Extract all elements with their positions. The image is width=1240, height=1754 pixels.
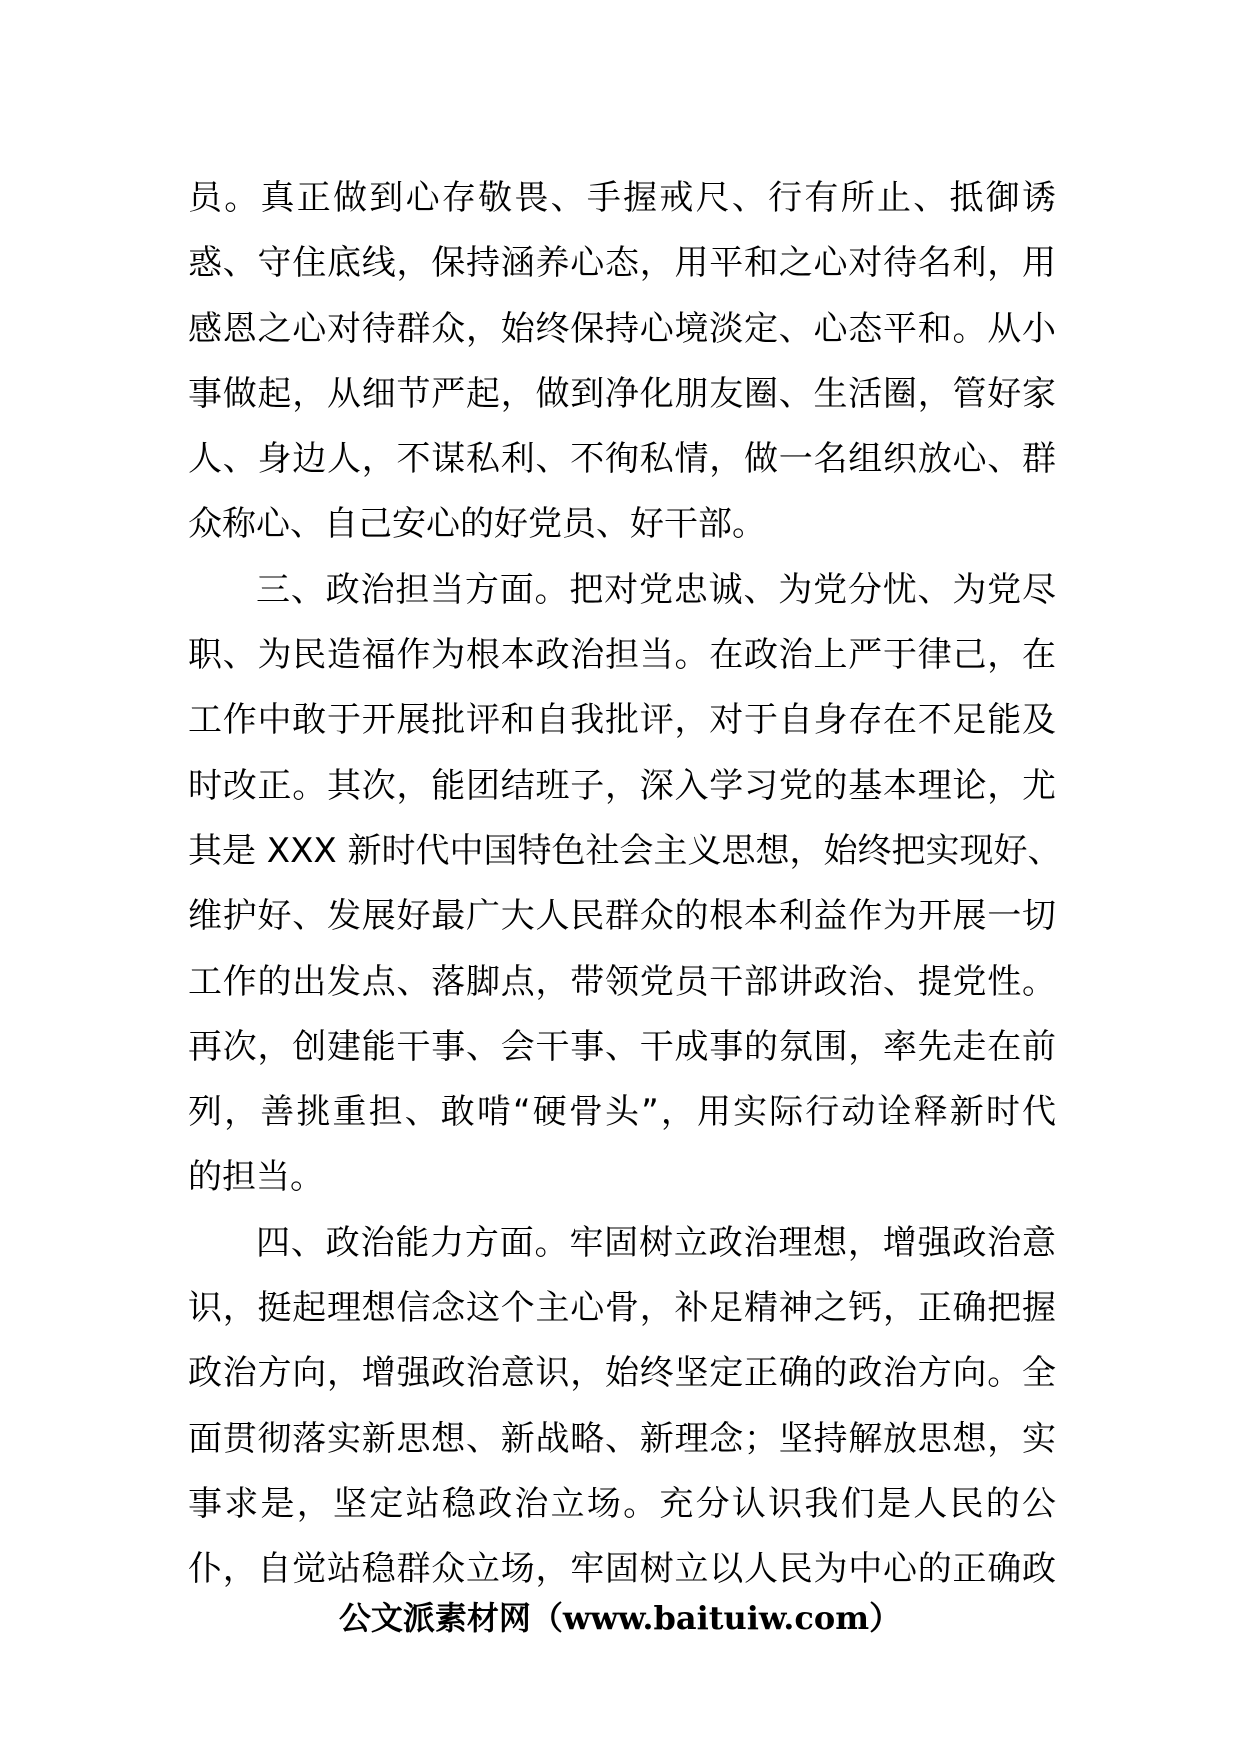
text-line: 事求是，坚定站稳政治立场。充分认识我们是人民的公 xyxy=(188,1483,1056,1524)
section-heading-line: 四、政治能力方面。牢固树立政治理想，增强政治意 xyxy=(256,1222,1056,1263)
text-line: 面贯彻落实新思想、新战略、新理念；坚持解放思想，实 xyxy=(188,1418,1056,1459)
text-line: 感恩之心对待群众，始终保持心境淡定、心态平和。从小 xyxy=(188,308,1056,349)
text-line: 职、为民造福作为根本政治担当。在政治上严于律己，在 xyxy=(188,635,1056,676)
text-line: 时改正。其次，能团结班子，深入学习党的基本理论，尤 xyxy=(188,765,1056,806)
section-heading-line: 三、政治担当方面。把对党忠诚、为党分忧、为党尽 xyxy=(256,569,1056,610)
text-line: 事做起，从细节严起，做到净化朋友圈、生活圈，管好家 xyxy=(188,373,1056,414)
text-line: 的担当。 xyxy=(188,1157,324,1198)
text-line: 人、身边人，不谋私利、不徇私情，做一名组织放心、群 xyxy=(188,439,1056,480)
text-line: 工作的出发点、落脚点，带领党员干部讲政治、提党性。 xyxy=(188,961,1056,1002)
text-line: 维护好、发展好最广大人民群众的根本利益作为开展一切 xyxy=(188,896,1056,937)
text-line: 识，挺起理想信念这个主心骨，补足精神之钙，正确把握 xyxy=(188,1288,1056,1329)
text-line: 惑、守住底线，保持涵养心态，用平和之心对待名利，用 xyxy=(188,243,1056,284)
document-body xyxy=(188,166,1062,1603)
text-line: 仆，自觉站稳群众立场，牢固树立以人民为中心的正确政 xyxy=(188,1549,1056,1590)
text-line: 工作中敢于开展批评和自我批评，对于自身存在不足能及 xyxy=(188,700,1056,741)
text-line: 再次，创建能干事、会干事、干成事的氛围，率先走在前 xyxy=(188,1026,1056,1067)
text-line: 政治方向，增强政治意识，始终坚定正确的政治方向。全 xyxy=(188,1353,1056,1394)
footer-watermark: 公文派素材网（www.baituiw.com） xyxy=(338,1599,902,1637)
text-line: 众称心、自己安心的好党员、好干部。 xyxy=(188,504,766,545)
text-line: 其是 XXX 新时代中国特色社会主义思想，始终把实现好、 xyxy=(188,830,1062,871)
text-line: 员。真正做到心存敬畏、手握戒尺、行有所止、抵御诱 xyxy=(188,178,1056,218)
text-line: 列，善挑重担、敢啃“硬骨头”，用实际行动诠释新时代 xyxy=(188,1092,1056,1133)
